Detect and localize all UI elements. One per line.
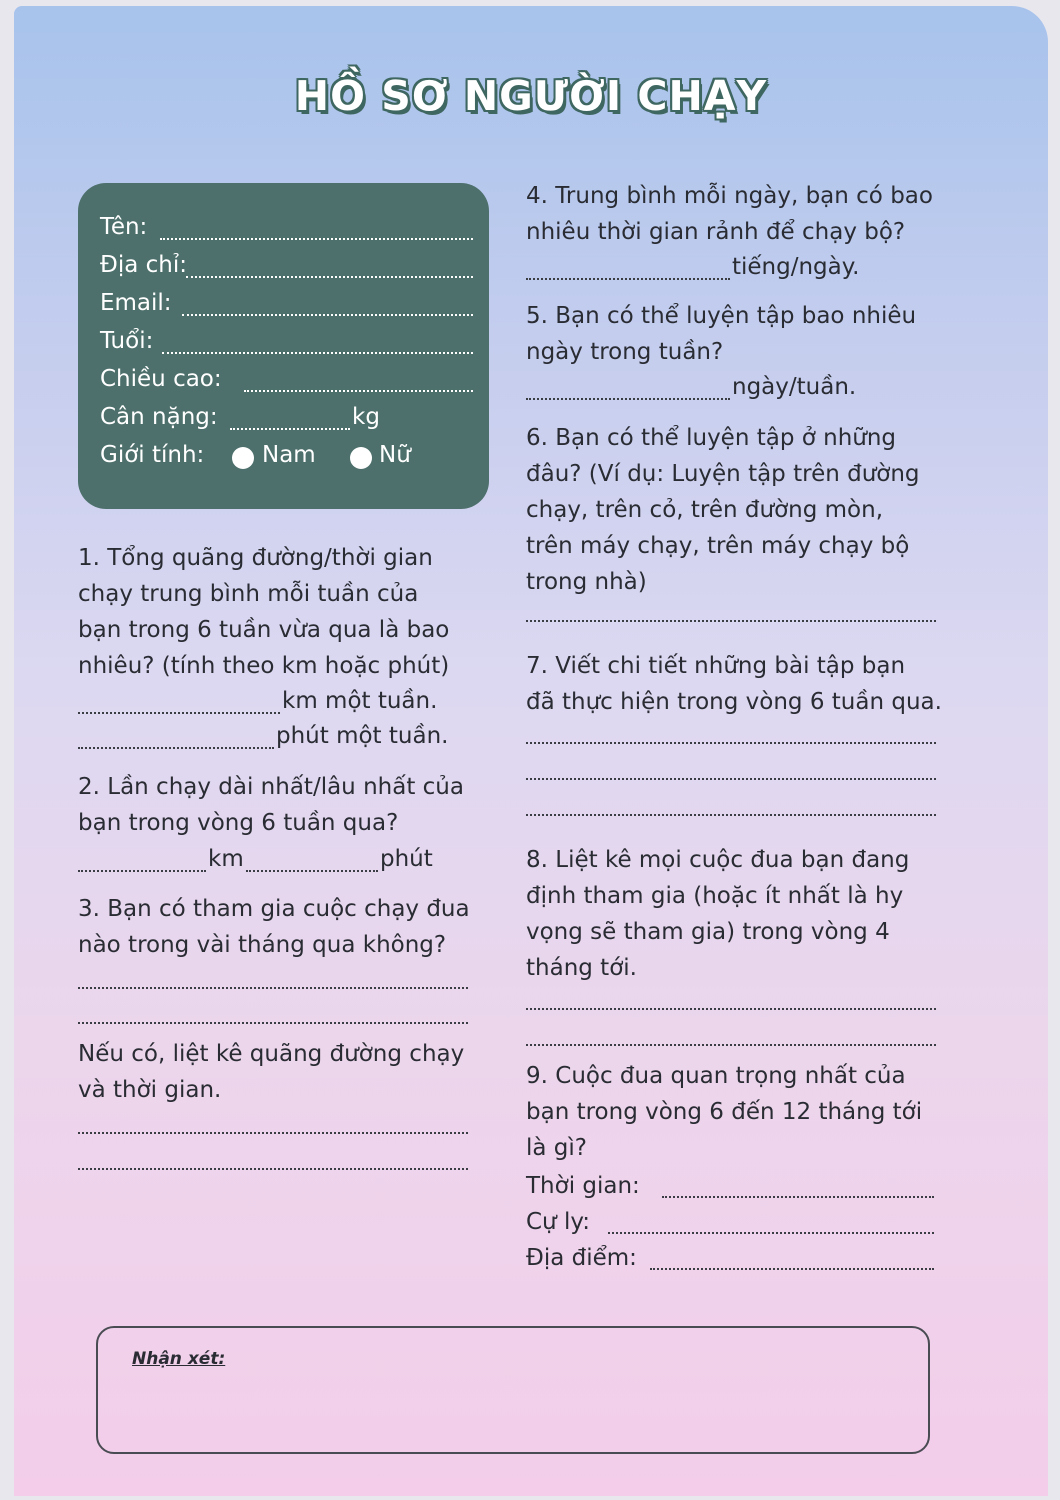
q1-line: chạy trung bình mỗi tuần của xyxy=(78,581,419,607)
q6-line: chạy, trên cỏ, trên đường mòn, xyxy=(526,497,884,523)
weight-unit: kg xyxy=(352,404,380,430)
q3-followup-line-2[interactable] xyxy=(78,1168,468,1170)
q5-line: 5. Bạn có thể luyện tập bao nhiêu xyxy=(526,303,917,329)
weight-label: Cân nặng: xyxy=(100,404,218,430)
q2-line: bạn trong vòng 6 tuần qua? xyxy=(78,810,399,836)
email-label: Email: xyxy=(100,290,172,316)
q8-answer-line-2[interactable] xyxy=(526,1044,936,1046)
q9-location-label: Địa điểm: xyxy=(526,1245,637,1271)
q6-answer-line[interactable] xyxy=(526,620,936,622)
q6-line: 6. Bạn có thể luyện tập ở những xyxy=(526,425,897,451)
comments-box[interactable] xyxy=(96,1326,930,1454)
weight-field[interactable] xyxy=(230,428,350,430)
gender-female-radio[interactable] xyxy=(350,447,372,469)
q7-line: đã thực hiện trong vòng 6 tuần qua. xyxy=(526,689,942,715)
page-title: HỒ SƠ NGƯỜI CHẠY xyxy=(294,72,768,120)
q5-unit: ngày/tuần. xyxy=(732,374,857,400)
q1-line: 1. Tổng quãng đường/thời gian xyxy=(78,545,433,571)
q2-min-field[interactable] xyxy=(246,870,378,872)
q2-min-unit: phút xyxy=(380,846,433,872)
q2-line: 2. Lần chạy dài nhất/lâu nhất của xyxy=(78,774,464,800)
q7-answer-line-1[interactable] xyxy=(526,742,936,744)
q4-unit: tiếng/ngày. xyxy=(732,254,860,280)
q4-line: nhiêu thời gian rảnh để chạy bộ? xyxy=(526,219,906,245)
q1-min-field[interactable] xyxy=(78,747,274,749)
q6-line: trong nhà) xyxy=(526,569,647,595)
gender-male-label: Nam xyxy=(262,442,316,468)
q9-time-field[interactable] xyxy=(662,1196,934,1198)
q3-followup-line-1[interactable] xyxy=(78,1132,468,1134)
q8-line: vọng sẽ tham gia) trong vòng 4 xyxy=(526,919,890,945)
q5-line: ngày trong tuần? xyxy=(526,339,724,365)
q9-line: 9. Cuộc đua quan trọng nhất của xyxy=(526,1063,906,1089)
q7-line: 7. Viết chi tiết những bài tập bạn xyxy=(526,653,906,679)
gender-label: Giới tính: xyxy=(100,442,205,468)
q9-time-label: Thời gian: xyxy=(526,1173,640,1199)
q8-line: tháng tới. xyxy=(526,955,637,981)
form-page xyxy=(14,6,1048,1496)
q4-line: 4. Trung bình mỗi ngày, bạn có bao xyxy=(526,183,933,209)
q2-km-field[interactable] xyxy=(78,870,206,872)
q9-distance-label: Cự ly: xyxy=(526,1209,591,1235)
q3-answer-line-1[interactable] xyxy=(78,987,468,989)
q3-followup-line: và thời gian. xyxy=(78,1077,222,1103)
q8-answer-line-1[interactable] xyxy=(526,1008,936,1010)
q8-line: 8. Liệt kê mọi cuộc đua bạn đang xyxy=(526,847,910,873)
q3-followup-line: Nếu có, liệt kê quãng đường chạy xyxy=(78,1041,465,1067)
q3-answer-line-2[interactable] xyxy=(78,1022,468,1024)
address-field[interactable] xyxy=(186,276,473,278)
q5-field[interactable] xyxy=(526,398,730,400)
q6-line: đâu? (Ví dụ: Luyện tập trên đường xyxy=(526,461,920,487)
q7-answer-line-2[interactable] xyxy=(526,778,936,780)
q1-km-field[interactable] xyxy=(78,712,280,714)
q9-line: là gì? xyxy=(526,1135,587,1161)
q1-min-unit: phút một tuần. xyxy=(276,723,449,749)
gender-female-label: Nữ xyxy=(379,442,411,468)
age-label: Tuổi: xyxy=(100,328,154,354)
name-field[interactable] xyxy=(160,238,473,240)
address-label: Địa chỉ: xyxy=(100,252,187,278)
q9-distance-field[interactable] xyxy=(608,1232,934,1234)
gender-male-radio[interactable] xyxy=(232,447,254,469)
q2-km-unit: km xyxy=(208,846,244,872)
q4-field[interactable] xyxy=(526,278,730,280)
height-field[interactable] xyxy=(244,390,473,392)
q3-line: 3. Bạn có tham gia cuộc chạy đua xyxy=(78,896,470,922)
profile-card xyxy=(78,183,489,509)
q1-km-unit: km một tuần. xyxy=(282,688,438,714)
q9-line: bạn trong vòng 6 đến 12 tháng tới xyxy=(526,1099,923,1125)
q9-location-field[interactable] xyxy=(650,1268,934,1270)
name-label: Tên: xyxy=(100,214,148,240)
q3-line: nào trong vài tháng qua không? xyxy=(78,932,447,958)
age-field[interactable] xyxy=(162,352,473,354)
comments-label: Nhận xét: xyxy=(132,1349,226,1369)
q8-line: định tham gia (hoặc ít nhất là hy xyxy=(526,883,904,909)
height-label: Chiều cao: xyxy=(100,366,222,392)
q6-line: trên máy chạy, trên máy chạy bộ xyxy=(526,533,910,559)
q7-answer-line-3[interactable] xyxy=(526,814,936,816)
q1-line: bạn trong 6 tuần vừa qua là bao xyxy=(78,617,450,643)
q1-line: nhiêu? (tính theo km hoặc phút) xyxy=(78,653,450,679)
email-field[interactable] xyxy=(182,314,473,316)
